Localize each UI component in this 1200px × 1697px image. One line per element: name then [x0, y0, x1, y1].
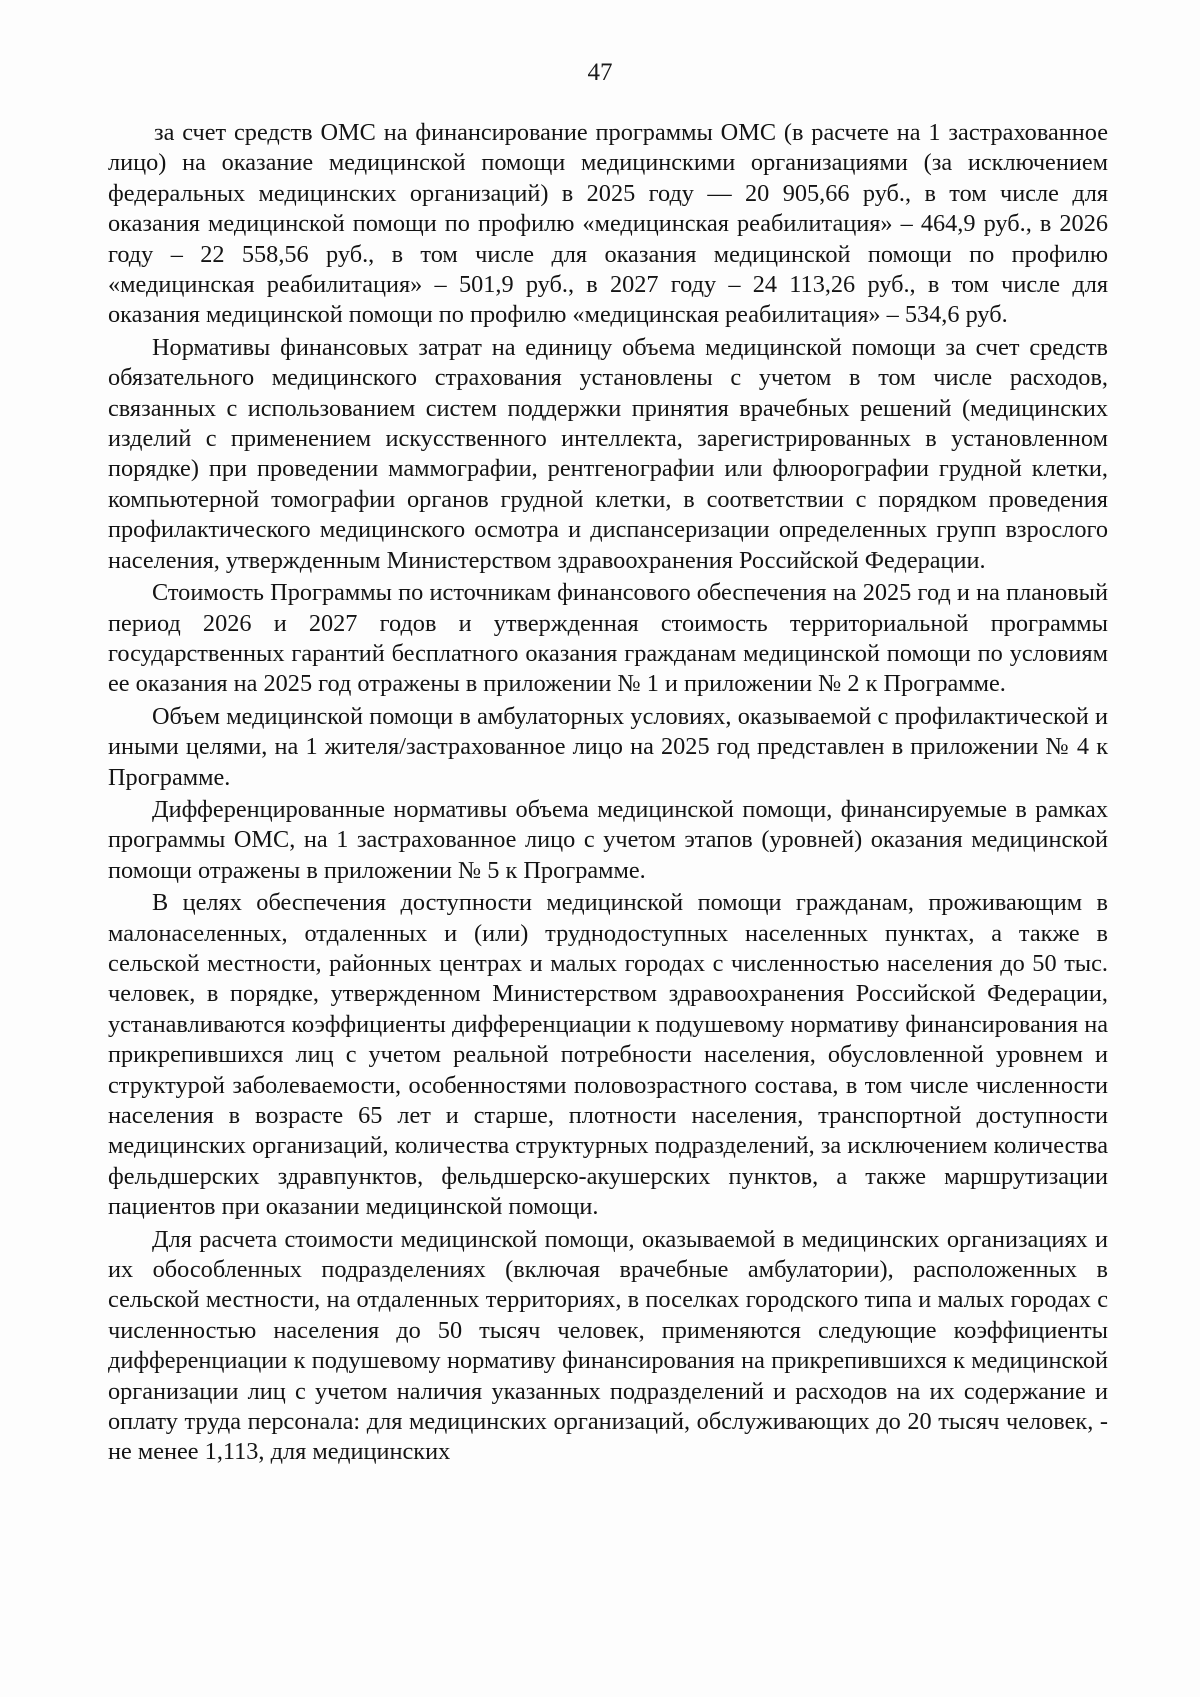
paragraph-rural-cost-calculation: Для расчета стоимости медицинской помощи, оказываемой в медицинских организациях и их обособленных подразделениях (включая врачебные амбулатории), расположенных в сельской местности, на отдаленных территориях, в поселках городского типа и малых городах с численностью населения до 50 тысяч человек, применяются следующие коэффициенты дифференциации к подушевому нормативу финансирования на прикрепившихся к медицинской организации лиц с учетом наличия указанных подразделений и расходов на их содержание и оплату труда персонала: для медицинских организаций, обслуживающих до 20 тысяч человек, - не менее 1,113, для медицинских [108, 1225, 1108, 1466]
paragraph-cost-norms-ai-systems: Нормативы финансовых затрат на единицу объема медицинской помощи за счет средств обязательного медицинского страхования установлены с учетом в том числе расходов, связанных с использованием систем поддержки принятия врачебных решений (медицинских изделий с применением искусственного интеллекта, зарегистрированных в установленном порядке) при проведении маммографии, рентгенографии или флюорографии грудной клетки, компьютерной томографии органов грудной клетки, в соответствии с порядком проведения профилактического медицинского осмотра и диспансеризации определенных групп взрослого населения, утвержденным Министерством здравоохранения Российской Федерации. [108, 333, 1108, 574]
paragraph-outpatient-volume: Объем медицинской помощи в амбулаторных условиях, оказываемой с профилактической и иными целями, на 1 жителя/застрахованное лицо на 2025 год представлен в приложении № 4 к Программе. [108, 702, 1108, 791]
page-number: 47 [587, 59, 613, 86]
paragraph-differentiation-coefficients: В целях обеспечения доступности медицинской помощи гражданам, проживающим в малонаселенных, отдаленных и (или) труднодоступных населенных пунктах, а также в сельской местности, районных центрах и малых городах с численностью населения до 50 тыс. человек, в порядке, утвержденном Министерством здравоохранения Российской Федерации, устанавливаются коэффициенты дифференциации к подушевому нормативу финансирования на прикрепившихся лиц с учетом реальной потребности населения, обусловленной уровнем и структурой заболеваемости, особенностями половозрастного состава, в том числе численности населения в возрасте 65 лет и старше, плотности населения, транспортной доступности медицинских организаций, количества структурных подразделений, за исключением количества фельдшерских здравпунктов, фельдшерско-акушерских пунктов, а также маршрутизации пациентов при оказании медицинской помощи. [108, 889, 1108, 1221]
paragraph-oms-financing-per-insured: за счет средств ОМС на финансирование программы ОМС (в расчете на 1 застрахованное лицо) на оказание медицинской помощи медицинскими организациями (за исключением федеральных медицинских организаций) в 2025 году — 20 905,66 руб., в том числе для оказания медицинской помощи по профилю «медицинская реабилитация» – 464,9 руб., в 2026 году – 22 558,56 руб., в том числе для оказания медицинской помощи по профилю «медицинская реабилитация» – 501,9 руб., в 2027 году – 24 113,26 руб., в том числе для оказания медицинской помощи по профилю «медицинская реабилитация» – 534,6 руб. [108, 119, 1108, 329]
paragraph-differentiated-volume-norms: Дифференцированные нормативы объема медицинской помощи, финансируемые в рамках программы ОМС, на 1 застрахованное лицо с учетом этапов (уровней) оказания медицинской помощи отражены в приложении № 5 к Программе. [108, 795, 1108, 884]
paragraph-program-cost-appendices: Стоимость Программы по источникам финансового обеспечения на 2025 год и на плановый период 2026 и 2027 годов и утвержденная стоимость территориальной программы государственных гарантий бесплатного оказания гражданам медицинской помощи по условиям ее оказания на 2025 год отражены в приложении № 1 и приложении № 2 к Программе. [108, 579, 1108, 698]
document-body [108, 118, 1108, 1468]
